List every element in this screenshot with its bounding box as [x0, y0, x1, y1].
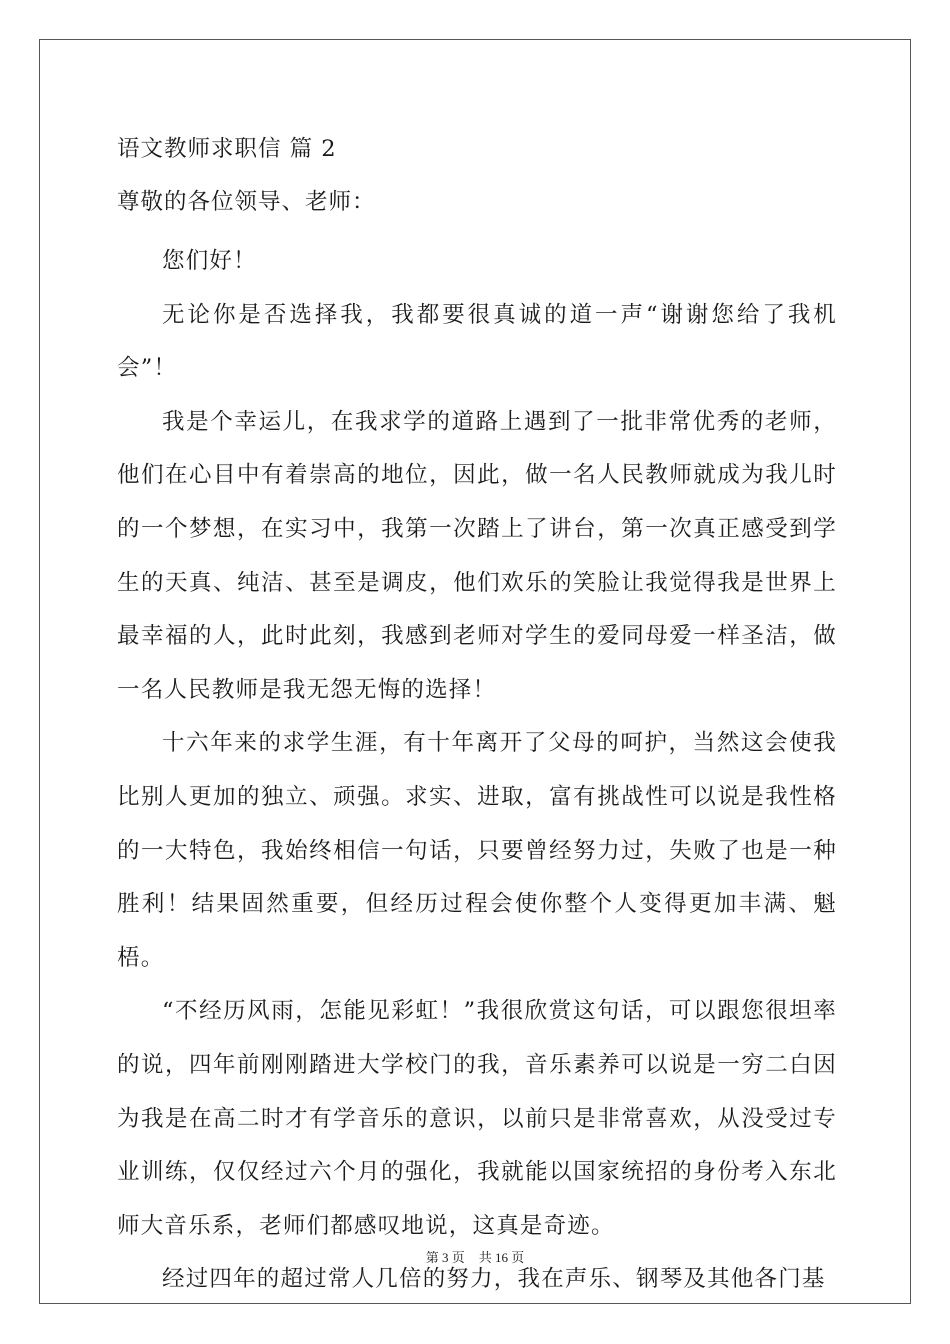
page-footer — [0, 1247, 950, 1266]
page-number: 第 3 页 — [425, 1250, 465, 1265]
salutation: 尊敬的各位领导、老师： — [117, 189, 376, 215]
paragraph-3: 十六年来的求学生涯，有十年离开了父母的呵护，当然这会使我比别人更加的独立、顽强。求实、进取，富有挑战性可以说是我性格的一大特色，我始终相信一句话，只要曾经努力过，失败了也是一种胜利！结果固然重要，但经历过程会使你整个人变得更加丰满、魁梧。 — [117, 730, 837, 971]
document-title: 语文教师求职信 篇 2 — [117, 136, 337, 162]
paragraph-2: 我是个幸运儿，在我求学的道路上遇到了一批非常优秀的老师，他们在心目中有着崇高的地位，因此，做一名人民教师就成为我儿时的一个梦想，在实习中，我第一次踏上了讲台，第一次真正感受到学生的天真、纯洁、甚至是调皮，他们欢乐的笑脸让我觉得我是世界上最幸福的人，此时此刻，我感到老师对学生的爱同母爱一样圣洁，做一名人民教师是我无怨无悔的选择！ — [117, 408, 837, 703]
page-total: 共 16 页 — [478, 1250, 525, 1265]
paragraph-1: 无论你是否选择我，我都要很真诚的道一声“谢谢您给了我机会”！ — [117, 301, 837, 382]
paragraph-4: “不经历风雨，怎能见彩虹！”我很欣赏这句话，可以跟您很坦率的说，四年前刚刚踏进大学校门的我，音乐素养可以说是一穷二白因为我是在高二时才有学音乐的意识，以前只是非常喜欢，从没受过专业训练，仅仅经过六个月的强化，我就能以国家统招的身份考入东北师大音乐系，老师们都感叹地说，这真是奇迹。 — [117, 998, 837, 1239]
paragraph-5: 经过四年的超过常人几倍的努力，我在声乐、钢琴及其他各门基 — [162, 1266, 826, 1293]
document-body — [117, 129, 837, 1307]
greeting: 您们好！ — [162, 248, 257, 274]
